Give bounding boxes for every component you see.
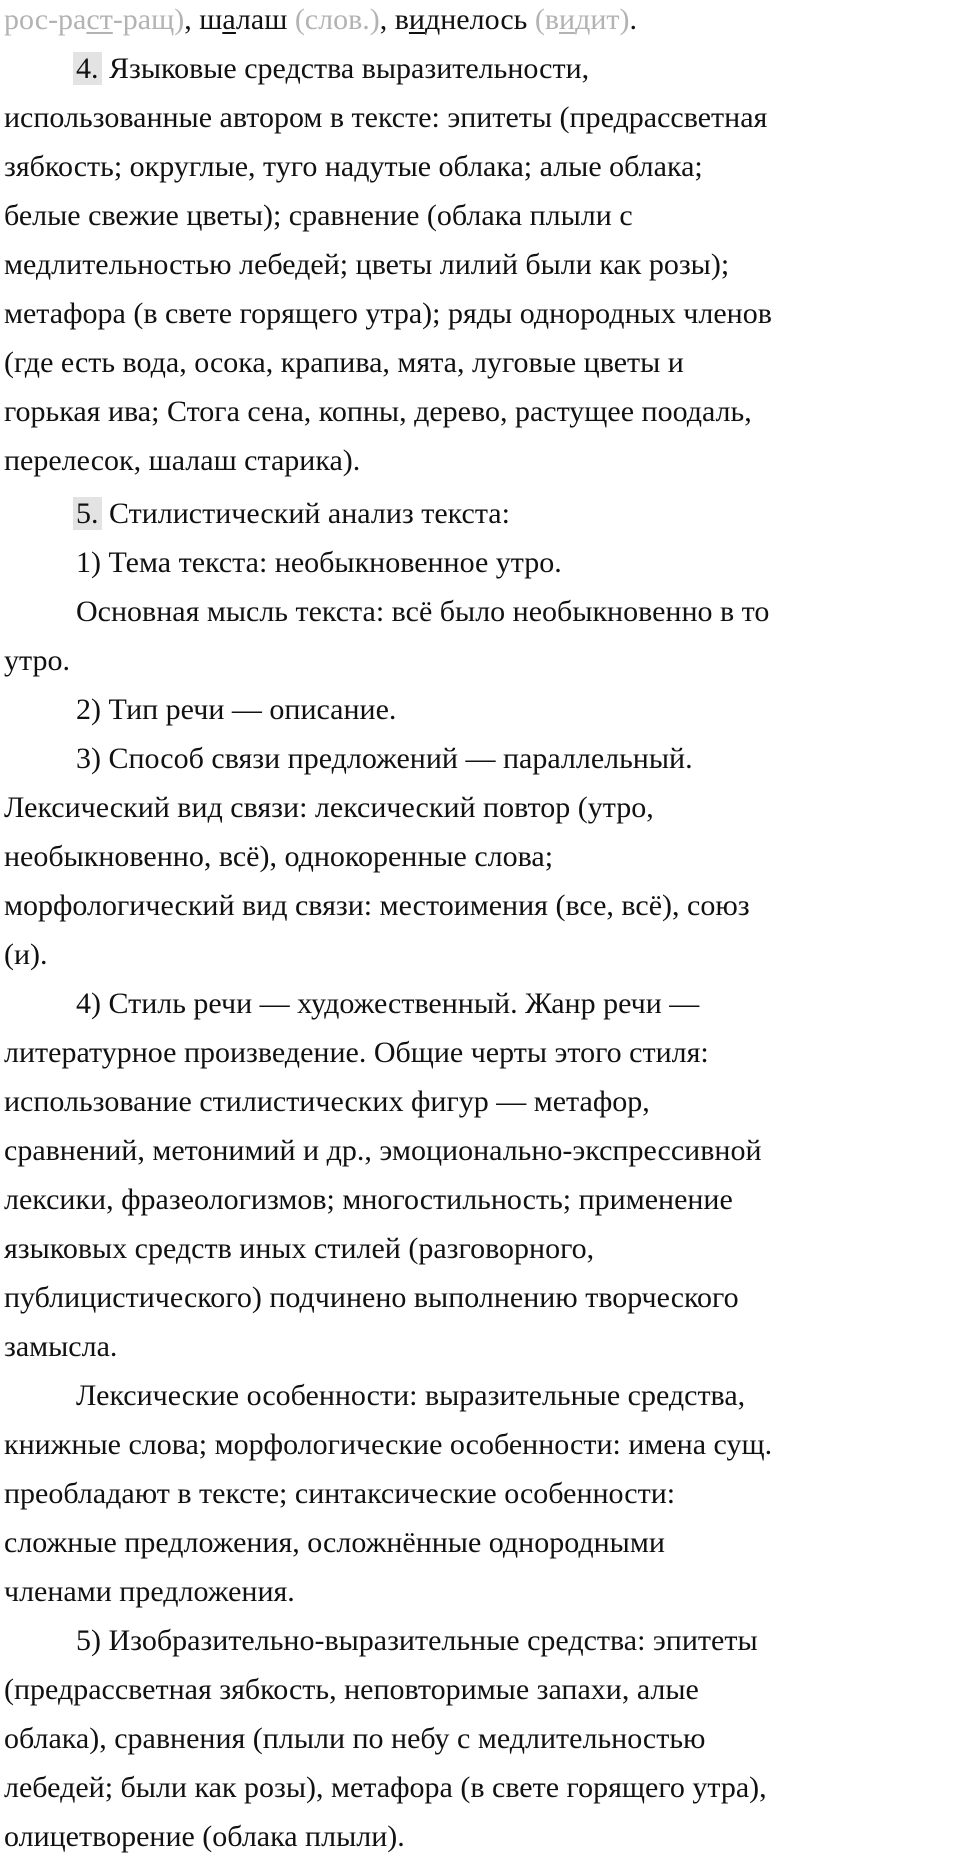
note-3-start: (в bbox=[534, 3, 559, 36]
word-3-end: днелось bbox=[424, 3, 535, 36]
text-line: перелесок, шалаш старика). bbox=[4, 444, 361, 477]
text-line: лебедей; были как розы), метафора (в свете горящего утра), bbox=[4, 1771, 767, 1804]
word-3-start: в bbox=[394, 3, 409, 36]
text-line: метафора (в свете горящего утра); ряды однородных членов bbox=[4, 297, 772, 330]
text-line: (где есть вода, осока, крапива, мята, луговые цветы и bbox=[4, 346, 684, 379]
comma-1: , bbox=[184, 3, 200, 36]
text-line: (предрассветная зябкость, неповторимые запахи, алые bbox=[4, 1673, 699, 1706]
comma-2: , bbox=[379, 3, 395, 36]
word-2-underlined: а bbox=[222, 3, 236, 36]
word-note-1 bbox=[4, 3, 184, 36]
text-line: медлительностью лебедей; цветы лилий были как розы); bbox=[4, 248, 730, 281]
text-line: 3) Способ связи предложений — параллельный. bbox=[76, 742, 693, 775]
text-line: Лексические особенности: выразительные средства, bbox=[76, 1379, 746, 1412]
text-line: книжные слова; морфологические особенности: имена сущ. bbox=[4, 1428, 773, 1461]
text-line: Лексический вид связи: лексический повтор (утро, bbox=[4, 791, 654, 824]
word-2-start: ш bbox=[199, 3, 223, 36]
note-1-underlined: ст bbox=[86, 3, 113, 36]
text-line: сравнений, метонимий и др., эмоционально-экспрессивной bbox=[4, 1134, 762, 1167]
header-line bbox=[4, 0, 956, 44]
word-note-2: (слов.) bbox=[294, 3, 380, 36]
document-page bbox=[4, 0, 956, 1861]
text-line: необыкновенно, всё), однокоренные слова; bbox=[4, 840, 554, 873]
word-2-end: лаш bbox=[235, 3, 295, 36]
note-3-end: дит) bbox=[575, 3, 630, 36]
word-note-3 bbox=[535, 3, 630, 36]
section-5-number: 5. bbox=[73, 497, 102, 530]
text-line: публицистического) подчинено выполнению творческого bbox=[4, 1281, 739, 1314]
text-line: олицетворение (облака плыли). bbox=[4, 1820, 405, 1853]
text-line: преобладают в тексте; синтаксические особенности: bbox=[4, 1477, 676, 1510]
period: . bbox=[629, 3, 637, 36]
word-3-underlined: и bbox=[408, 3, 425, 36]
section-5-heading-text: Стилистический анализ текста: bbox=[101, 497, 510, 530]
text-line: горькая ива; Стога сена, копны, дерево, растущее поодаль, bbox=[4, 395, 752, 428]
text-line: литературное произведение. Общие черты этого стиля: bbox=[4, 1036, 709, 1069]
text-line: зябкость; округлые, туго надутые облака; алые облака; bbox=[4, 150, 703, 183]
note-1-start: рос-ра bbox=[4, 3, 87, 36]
text-line: использование стилистических фигур — метафор, bbox=[4, 1085, 650, 1118]
text-line: белые свежие цветы); сравнение (облака плыли с bbox=[4, 199, 633, 232]
text-line: 1) Тема текста: необыкновенное утро. bbox=[76, 546, 562, 579]
text-line: языковых средств иных стилей (разговорного, bbox=[4, 1232, 595, 1265]
text-line: морфологический вид связи: местоимения (все, всё), союз bbox=[4, 889, 750, 922]
section-4-number: 4. bbox=[73, 52, 102, 85]
note-1-end: -ращ) bbox=[112, 3, 185, 36]
section-4 bbox=[4, 44, 956, 485]
text-line: членами предложения. bbox=[4, 1575, 295, 1608]
text-line: Основная мысль текста: всё было необыкновенно в то bbox=[76, 595, 770, 628]
section-4-first-line bbox=[4, 44, 956, 93]
text-line: утро. bbox=[4, 644, 70, 677]
section-4-text: Языковые средства выразительности, bbox=[101, 52, 590, 85]
section-5-heading bbox=[4, 489, 956, 538]
text-line: 2) Тип речи — описание. bbox=[76, 693, 397, 726]
section-5 bbox=[4, 489, 956, 1861]
note-3-underlined: и bbox=[559, 3, 576, 36]
text-line: лексики, фразеологизмов; многостильность; применение bbox=[4, 1183, 733, 1216]
text-line: использованные автором в тексте: эпитеты (предрассветная bbox=[4, 101, 768, 134]
text-line: 4) Стиль речи — художественный. Жанр речи — bbox=[76, 987, 700, 1020]
text-line: 5) Изобразительно-выразительные средства: эпитеты bbox=[76, 1624, 758, 1657]
text-line: (и). bbox=[4, 938, 48, 971]
text-line: облака), сравнения (плыли по небу с медлительностью bbox=[4, 1722, 706, 1755]
text-line: сложные предложения, осложнённые однородными bbox=[4, 1526, 665, 1559]
text-line: замысла. bbox=[4, 1330, 118, 1363]
